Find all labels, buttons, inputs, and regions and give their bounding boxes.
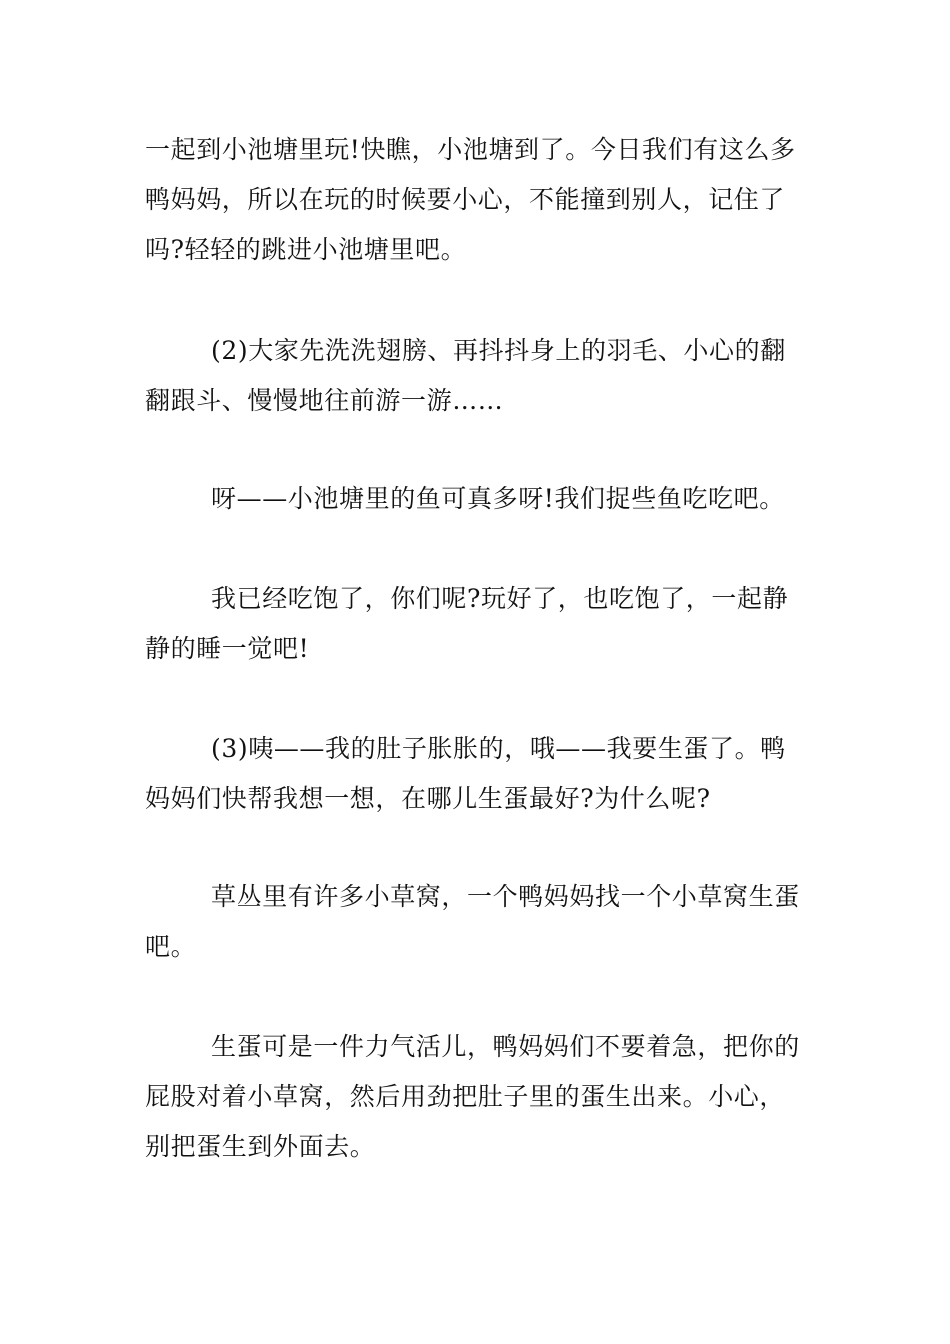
paragraph-laying-egg: 生蛋可是一件力气活儿，鸭妈妈们不要着急，把你的屁股对着小草窝，然后用劲把肚子里的蛋生出来。小心，别把蛋生到外面去。 — [145, 1032, 800, 1161]
paragraph-grass-nest: 草丛里有许多小草窝，一个鸭妈妈找一个小草窝生蛋吧。 — [145, 882, 800, 961]
paragraph-sleep: 我已经吃饱了，你们呢?玩好了，也吃饱了，一起静静的睡一觉吧! — [145, 584, 789, 663]
paragraph-step-2: (2)大家先洗洗翅膀、再抖抖身上的羽毛、小心的翻翻跟斗、慢慢地往前游一游…… — [145, 336, 786, 415]
paragraph-fish: 呀——小池塘里的鱼可真多呀!我们捉些鱼吃吃吧。 — [211, 484, 785, 513]
paragraph-pond-intro: 一起到小池塘里玩!快瞧，小池塘到了。今日我们有这么多鸭妈妈，所以在玩的时候要小心，不能撞到别人，记住了吗?轻轻的跳进小池塘里吧。 — [145, 135, 796, 264]
paragraph-step-3: (3)咦——我的肚子胀胀的，哦——我要生蛋了。鸭妈妈们快帮我想一想，在哪儿生蛋最好?为什么呢? — [145, 734, 786, 813]
